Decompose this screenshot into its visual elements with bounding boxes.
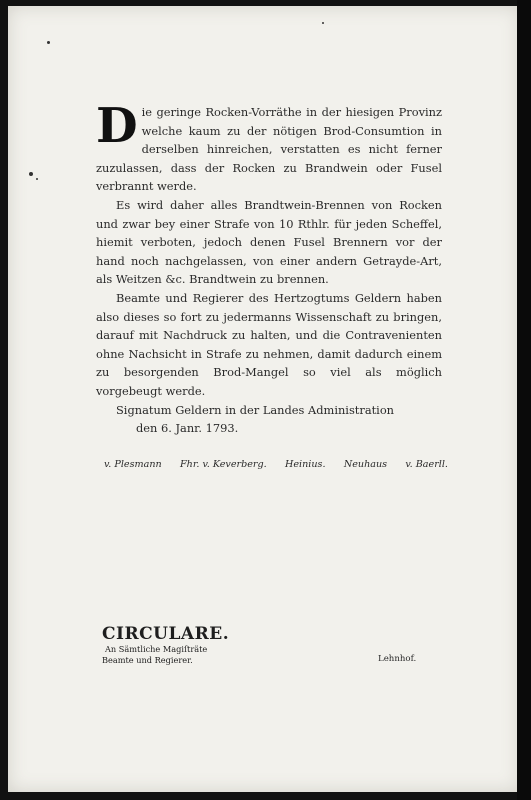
- signatory: Neuhaus: [343, 459, 388, 470]
- circulare-block: [102, 624, 229, 666]
- decree-body: [96, 98, 442, 438]
- ink-speck: [36, 178, 38, 180]
- ink-speck: [47, 41, 50, 44]
- signatories: [104, 459, 448, 470]
- scan-border: [517, 0, 531, 800]
- signature-line: Signatum Geldern in der Landes Administration: [116, 402, 395, 417]
- date-line: den 6. Janr. 1793.: [136, 421, 239, 436]
- ink-speck: [322, 22, 324, 24]
- signatory: v. Baerll.: [405, 459, 448, 470]
- decree-paragraph-3: Beamte und Regierer des Hertzogtums Geldern haben also dieses so fort zu jedermanns Wissenschaft zu bringen, darauf mit Nachdruck zu halten, und die Contravenienten ohne Nachsicht in Strafe zu nehmen, damit dadurch einem zu besorgenden Brod-Mangel so viel als möglich vorgebeugt werde.: [96, 290, 442, 398]
- circulare-title: CIRCULARE.: [102, 624, 230, 644]
- ink-speck: [29, 172, 33, 176]
- paragraph-1-text: ie geringe Rocken-Vorräthe in der hiesigen Provinz welche kaum zu der nötigen Brod-Consumtion in derselben hinreichen, verstatten es nicht ferner zuzulassen, dass der Rocken zu Brandwein oder Fusel verbrannt werde.: [96, 105, 442, 194]
- circulare-recipients: Beamte und Regierer.: [102, 655, 193, 665]
- decree-paragraph-1: [96, 98, 442, 196]
- signatory: Heinius.: [285, 459, 326, 470]
- circulare-addressee: An Sämtliche Magiſträte: [105, 644, 208, 654]
- drop-cap: D: [96, 98, 138, 154]
- decree-paragraph-2: Es wird daher alles Brandtwein-Brennen von Rocken und zwar bey einer Strafe von 10 Rthlr. für jeden Scheffel, hiemit verboten, jedoch denen Fusel Brennern vor der hand noch nachgelassen, von einer andern Getrayde-Art, als Weitzen &c. Brandtwein zu brennen.: [96, 197, 442, 287]
- signatory: v. Plesmann: [104, 459, 162, 470]
- signatory: Fhr. v. Keverberg.: [179, 459, 267, 470]
- lehnhof-note: Lehnhof.: [378, 654, 417, 664]
